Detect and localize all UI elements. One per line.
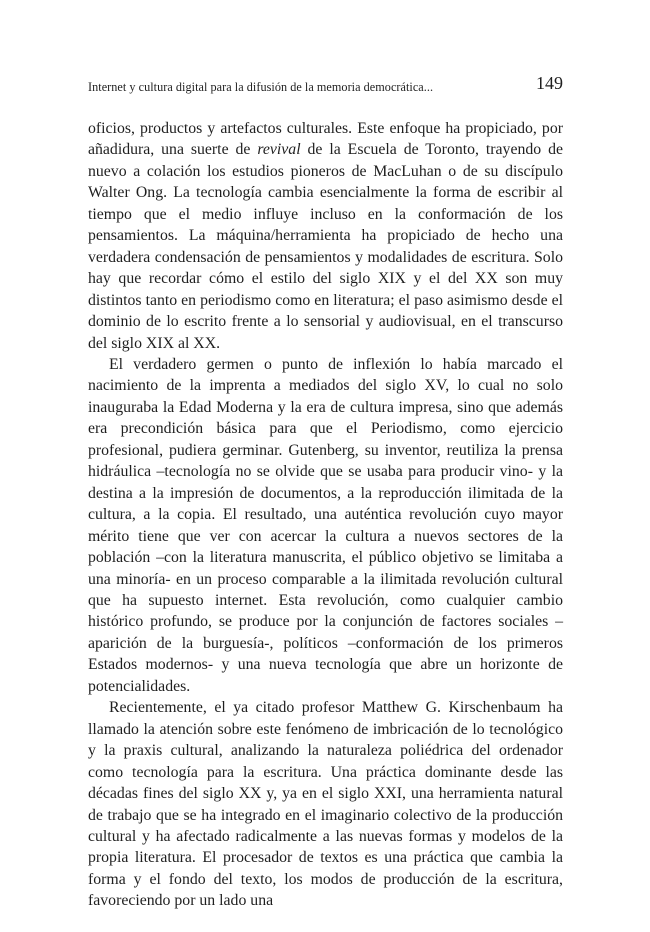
paragraph-1-text-start: oficios, productos y artefactos culturales. Este enfoque ha propiciado, por añadidura, una suerte de	[88, 120, 563, 159]
paragraph-2: El verdadero germen o punto de inflexión lo había marcado el nacimiento de la imprenta a mediados del siglo XV, lo cual no solo inauguraba la Edad Moderna y la era de cultura impresa, sino que además era precondición básica para que el Periodismo, como ejercicio profesional, pudiera germinar. Gutenberg, su inventor, reutiliza la prensa hidráulica –tecnología no se olvide que se usaba para producir vino- y la destina a la impresión de documentos, a la reproducción ilimitada de la cultura, a la copia. El resultado, una auténtica revolución cuyo mayor mérito tiene que ver con acercar la cultura a nuevos sectores de la población –con la literatura manuscrita, el público objetivo se limitaba a una minoría- en un proceso comparable a la ilimitada revolución cultural que ha supuesto internet. Esta revolución, como cualquier cambio histórico profundo, se produce por la conjunción de factores sociales –aparición de la burguesía-, políticos –conformación de los primeros Estados modernos- y una nueva tecnología que abre un horizonte de potencialidades.	[88, 355, 563, 695]
page-number: 149	[536, 73, 563, 93]
body-text	[88, 118, 563, 912]
running-header-title: Internet y cultura digital para la difusión de la memoria democrática...	[88, 80, 434, 94]
paragraph-3: Recientemente, el ya citado profesor Matthew G. Kirschenbaum ha llamado la atención sobre este fenómeno de imbricación de lo tecnológico y la praxis cultural, analizando la naturaleza poliédrica del ordenador como tecnología para la escritura. Una práctica dominante desde las décadas fines del siglo XX y, ya en el siglo XXI, una herramienta natural de trabajo que se ha integrado en el imaginario colectivo de la producción cultural y ha afectado radicalmente a las nuevas formas y modelos de la propia literatura. El procesador de textos es una práctica que cambia la forma y el fondo del texto, los modos de producción de la escritura, favoreciendo por un lado una	[88, 699, 563, 910]
paragraph-1-text-end: de la Escuela de Toronto, trayendo de nuevo a colación los estudios pioneros de MacLuhan o de su discípulo Walter Ong. La tecnología cambia esencialmente la forma de escribir al tiempo que el medio influye incluso en la conformación de los pensamientos. La máquina/herramienta ha propiciado de hecho una verdadera condensación de pensamientos y modalidades de escritura. Solo hay que recordar cómo el estilo del siglo XIX y el del XX son muy distintos tanto en periodismo como en literatura; el paso asimismo desde el dominio de lo escrito frente a lo sensorial y audiovisual, en el transcurso del siglo XIX al XX.	[88, 141, 563, 352]
running-header	[88, 70, 563, 98]
paragraph-1-italic-term: revival	[257, 141, 301, 159]
paragraph-1	[88, 118, 563, 354]
book-page	[88, 70, 563, 912]
